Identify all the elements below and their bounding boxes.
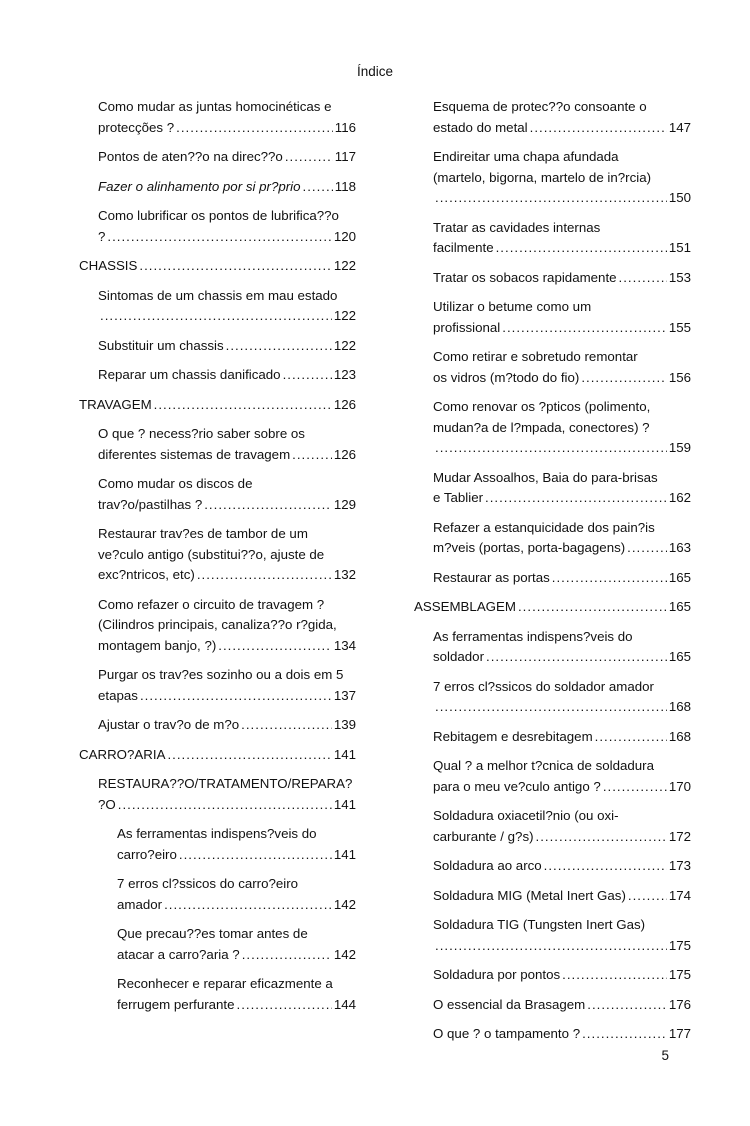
toc-entry[interactable] [79,974,356,1015]
toc-page-number: 141 [333,796,356,812]
toc-entry-text: Reconhecer e reparar eficazmente a [117,976,333,991]
toc-entry[interactable] [414,727,691,748]
toc-entry-text: e Tablier [433,490,484,505]
dot-leader [218,636,332,657]
toc-entry-text: Restaurar as portas [433,569,550,585]
toc-entry[interactable] [79,774,356,815]
toc-page-number: 165 [668,649,691,664]
toc-entry[interactable] [414,856,691,877]
dot-leader [502,318,667,339]
toc-entry[interactable] [79,336,356,357]
toc-entry-text: Restaurar trav?es de tambor de um [98,526,308,541]
dot-leader [544,856,667,877]
toc-page-number: 118 [334,178,356,194]
toc-page-number: 165 [668,569,691,585]
dot-leader [496,238,667,259]
toc-page-number: 168 [668,699,691,714]
toc-entry[interactable] [79,256,356,277]
toc-entry[interactable] [79,286,356,327]
toc-page-number: 134 [333,637,356,653]
toc-entry-text: As ferramentas indispens?veis do [117,826,317,841]
dot-leader [435,188,667,209]
dot-leader [292,445,332,466]
toc-entry-text: etapas [98,687,138,703]
toc-entry-text: 7 erros cl?ssicos do carro?eiro [117,876,299,891]
toc-page-number: 172 [668,828,691,844]
toc-entry[interactable] [79,177,356,198]
toc-entry[interactable] [79,924,356,965]
toc-entry[interactable] [414,806,691,847]
toc-page-number: 142 [333,896,356,912]
dot-leader [242,945,332,966]
toc-entry[interactable] [414,886,691,907]
toc-entry-text: facilmente [433,240,494,255]
page-header-title: Índice [356,64,394,79]
toc-entry-text: protecções ? [98,119,175,135]
toc-entry-text: Como refazer o circuito de travagem ? [98,596,325,612]
toc-page-number: 144 [333,996,356,1012]
toc-page-number: 168 [668,728,691,744]
toc-page-number: 122 [333,337,356,353]
toc-page-number: 132 [333,567,356,582]
toc-entry[interactable] [414,218,691,259]
toc-entry-text: Fazer o alinhamento por si pr?prio [98,178,301,194]
dot-leader [518,597,667,618]
toc-entry-text: Pontos de aten??o na direc??o [98,149,283,164]
toc-page-number: 163 [668,540,691,555]
toc-entry[interactable] [79,524,356,586]
dot-leader [285,147,333,168]
toc-entry[interactable] [79,595,356,657]
toc-entry[interactable] [79,745,356,766]
toc-entry-text: carburante / g?s) [433,828,534,844]
toc-entry-text: os vidros (m?todo do fio) [433,369,580,385]
toc-entry-text: Substituir um chassis [98,337,224,353]
dot-leader [435,438,667,459]
toc-entry-text: Como lubrificar os pontos de lubrifica??o [98,208,339,223]
toc-entry-text: Utilizar o betume como um [433,299,592,314]
toc-entry-text: trav?o/pastilhas ? [98,496,203,512]
toc-entry[interactable] [414,268,691,289]
toc-entry-text: Tratar as cavidades internas [433,219,601,235]
toc-entry-text: carro?eiro [117,846,177,862]
toc-page-number: 170 [668,778,691,794]
toc-page-number: 151 [668,240,691,255]
toc-entry-text: O essencial da Brasagem [433,996,586,1012]
toc-right-column [414,97,691,1054]
toc-entry[interactable] [414,347,691,388]
toc-page-number: 175 [668,937,691,953]
toc-entry-text: O que ? o tampamento ? [433,1026,581,1041]
dot-leader [197,565,332,586]
dot-leader [485,488,667,509]
toc-page-number: 155 [668,319,691,335]
toc-entry-text: ? [98,228,106,244]
toc-entry[interactable] [414,147,691,209]
toc-entry-text: Soldadura por pontos [433,967,561,982]
toc-page-number: 142 [333,946,356,962]
toc-entry-text: Endireitar uma chapa afundada [433,149,619,164]
toc-page-number: 156 [668,369,691,385]
dot-leader [435,697,667,718]
toc-page-number: 159 [668,440,691,455]
toc-page-number: 116 [334,119,356,135]
dot-leader [154,395,332,416]
dot-leader [241,715,332,736]
dot-leader [100,306,332,327]
dot-leader [140,686,332,707]
toc-entry-text: estado do metal [433,119,528,135]
toc-entry-text: Refazer a estanquicidade dos pain?is [433,519,655,535]
toc-entry[interactable] [79,665,356,706]
dot-leader [628,886,667,907]
toc-page-number: 141 [333,846,356,862]
toc-left-column [79,97,356,1024]
toc-entry[interactable] [79,715,356,736]
toc-entry[interactable] [79,424,356,465]
toc-entry[interactable] [414,756,691,797]
toc-page-number: 122 [333,308,356,323]
toc-entry[interactable] [414,1024,691,1045]
toc-entry-text: Mudar Assoalhos, Baia do para-brisas [433,469,658,485]
toc-entry-text: ?O [98,796,116,812]
toc-entry[interactable] [79,365,356,386]
dot-leader [587,995,667,1016]
toc-entry-text: Rebitagem e desrebitagem [433,728,593,744]
toc-entry[interactable] [414,965,691,986]
toc-entry-text: (Cilindros principais, canaliza??o r?gida, [98,617,337,632]
toc-entry-text: profissional [433,319,501,335]
toc-entry[interactable] [414,397,691,459]
toc-entry-text: ferrugem perfurante [117,996,235,1012]
toc-page-number: 177 [668,1026,691,1041]
dot-leader [581,368,666,389]
toc-entry-text: Purgar os trav?es sozinho ou a dois em 5 [98,667,344,682]
toc-entry[interactable] [79,824,356,865]
dot-leader [562,965,667,986]
dot-leader [176,118,333,139]
toc-page-number: 147 [668,119,691,135]
dot-leader [303,177,333,198]
dot-leader [603,777,667,798]
toc-entry[interactable] [79,874,356,915]
toc-page-number: 153 [668,269,691,285]
toc-page-number: 141 [333,746,356,762]
toc-entry-text: Reparar um chassis danificado [98,367,281,382]
toc-entry-text: Que precau??es tomar antes de [117,926,308,941]
toc-entry-text: RESTAURA??O/TRATAMENTO/REPARA? [98,776,353,791]
toc-page-number: 123 [333,367,356,382]
dot-leader [283,365,332,386]
toc-entry[interactable] [79,147,356,168]
dot-leader [619,268,667,289]
toc-page-number: 137 [333,687,356,703]
toc-page-number: 165 [668,599,691,614]
dot-leader [552,568,667,589]
dot-leader [107,227,331,248]
toc-page-number: 174 [668,887,691,903]
toc-entry-text: Soldadura oxiacetil?nio (ou oxi- [433,808,619,823]
toc-entry[interactable] [414,597,691,618]
toc-entry-text: Esquema de protec??o consoante o [433,99,647,114]
dot-leader [435,936,667,957]
toc-entry-text: ASSEMBLAGEM [414,599,516,614]
toc-entry-text: Como renovar os ?pticos (polimento, [433,399,651,414]
toc-page-number: 129 [333,496,356,512]
dot-leader [595,727,667,748]
toc-entry-text: Tratar os sobacos rapidamente [433,269,617,285]
toc-entry[interactable] [414,568,691,589]
toc-entry-text: Como mudar os discos de [98,476,253,491]
dot-leader [204,495,332,516]
page-number: 5 [661,1048,669,1063]
dot-leader [627,538,667,559]
toc-page-number: 176 [668,996,691,1012]
dot-leader [179,845,332,866]
toc-entry[interactable] [414,627,691,668]
toc-entry[interactable] [79,97,356,138]
dot-leader [486,647,667,668]
toc-entry-text: Soldadura MIG (Metal Inert Gas) [433,887,626,903]
toc-entry-text: Como mudar as juntas homocinéticas e [98,99,332,114]
toc-page-number: 126 [333,446,356,462]
toc-entry[interactable] [414,915,691,956]
dot-leader [536,827,667,848]
toc-entry-text: Qual ? a melhor t?cnica de soldadura [433,758,655,773]
toc-page-number: 175 [668,967,691,982]
toc-entry-text: Soldadura TIG (Tungsten Inert Gas) [433,917,646,932]
toc-entry-text: Sintomas de um chassis em mau estado [98,287,338,303]
toc-entry[interactable] [414,297,691,338]
toc-entry-text: TRAVAGEM [79,396,152,412]
toc-entry-text: Como retirar e sobretudo remontar [433,349,638,364]
toc-entry-text: montagem banjo, ?) [98,637,217,653]
toc-entry[interactable] [414,468,691,509]
dot-leader [139,256,331,277]
toc-entry-text: soldador [433,649,485,664]
dot-leader [530,118,667,139]
dot-leader [164,895,332,916]
toc-page-number: 173 [668,858,691,873]
toc-entry[interactable] [414,518,691,559]
toc-entry[interactable] [79,474,356,515]
dot-leader [118,795,332,816]
toc-entry-text: diferentes sistemas de travagem [98,446,291,462]
toc-entry-text: As ferramentas indispens?veis do [433,628,633,644]
toc-entry-text: m?veis (portas, porta-bagagens) [433,540,626,555]
toc-page-number: 162 [668,490,691,505]
dot-leader [582,1024,667,1045]
dot-leader [226,336,332,357]
toc-entry-text: O que ? necess?rio saber sobre os [98,426,305,441]
toc-entry-text: ve?culo antigo (substitui??o, ajuste de [98,546,325,562]
toc-entry-text: (martelo, bigorna, martelo de in?rcia) [433,169,652,185]
toc-entry[interactable] [414,97,691,138]
dot-leader [237,995,332,1016]
toc-entry-text: amador [117,896,163,912]
toc-entry-text: Soldadura ao arco [433,858,542,873]
toc-entry[interactable] [414,677,691,718]
toc-page-number: 122 [333,258,356,273]
toc-entry[interactable] [79,206,356,247]
toc-page-number: 150 [668,190,691,205]
toc-page-number: 120 [333,228,356,244]
dot-leader [167,745,331,766]
toc-entry-text: para o meu ve?culo antigo ? [433,778,601,794]
toc-entry[interactable] [79,395,356,416]
toc-page-number: 126 [333,396,356,412]
toc-entry-text: mudan?a de l?mpada, conectores) ? [433,419,650,435]
toc-page-number: 117 [334,149,356,164]
toc-entry-text: Ajustar o trav?o de m?o [98,717,240,732]
toc-entry-text: CARRO?ARIA [79,746,166,762]
toc-entry-text: 7 erros cl?ssicos do soldador amador [433,678,654,694]
toc-page-number: 139 [333,717,356,732]
toc-entry-text: CHASSIS [79,258,138,273]
toc-entry-text: exc?ntricos, etc) [98,567,195,582]
toc-entry[interactable] [414,995,691,1016]
toc-entry-text: atacar a carro?aria ? [117,946,240,962]
